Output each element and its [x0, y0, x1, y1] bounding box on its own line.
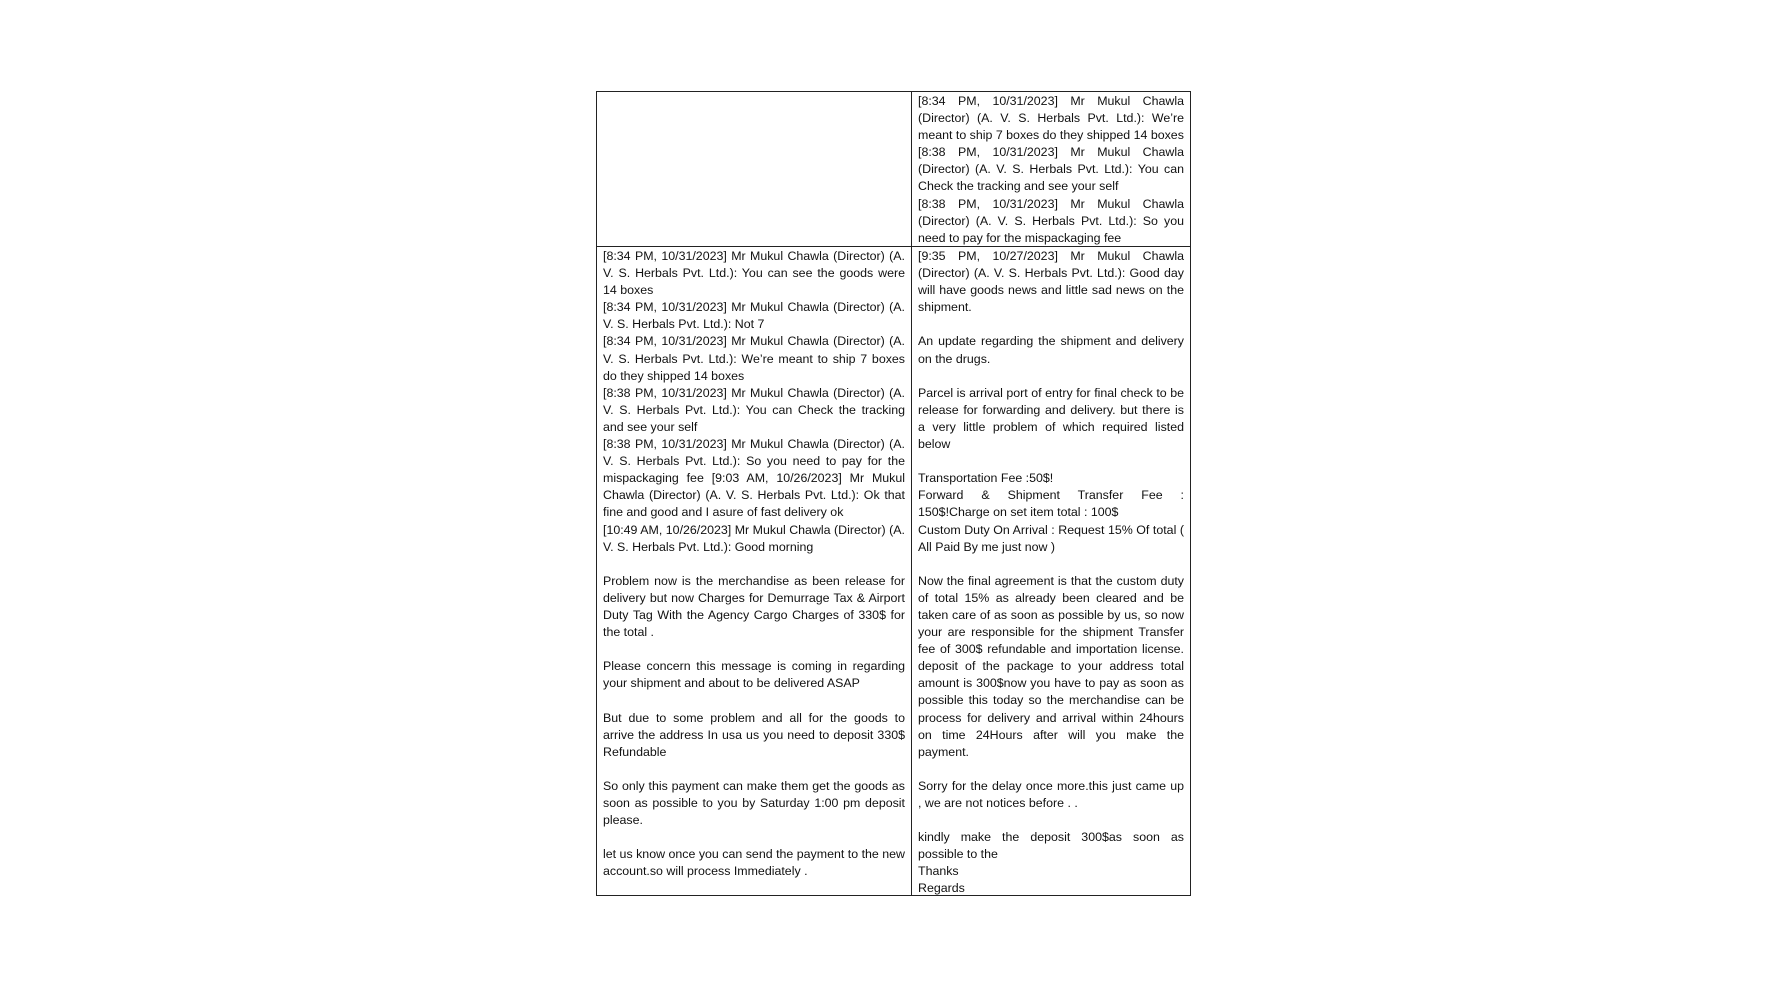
paragraph-gap — [603, 641, 905, 658]
paragraph-gap — [918, 761, 1184, 778]
message-text: But due to some problem and all for the goods to arrive the address In usa us you need to deposit 330$ Refundable — [603, 710, 905, 759]
message-text: [8:34 PM, 10/31/2023] Mr Mukul Chawla (Director) (A. V. S. Herbals Pvt. Ltd.): We’re meant to ship 7 boxes do they shipped 14 boxes — [603, 334, 905, 383]
message-text: [8:38 PM, 10/31/2023] Mr Mukul Chawla (Director) (A. V. S. Herbals Pvt. Ltd.): You can Check the tracking and see your self — [603, 385, 905, 434]
chat-transcript-table — [596, 91, 1191, 896]
message-text: [9:35 PM, 10/27/2023] Mr Mukul Chawla (Director) (A. V. S. Herbals Pvt. Ltd.): Good day will have goods news and little sad news on the shipment. — [918, 249, 1184, 315]
message-text: Transportation Fee :50$! — [918, 471, 1054, 486]
message-text: [8:34 PM, 10/31/2023] Mr Mukul Chawla (Director) (A. V. S. Herbals Pvt. Ltd.): Not 7 — [603, 300, 905, 332]
paragraph-gap — [603, 829, 905, 846]
message-text: Regards — [918, 881, 965, 895]
message-text: An update regarding the shipment and delivery on the drugs. — [918, 334, 1184, 366]
paragraph-gap — [918, 368, 1184, 385]
table-row-bottom — [597, 247, 1190, 895]
message-text: [8:34 PM, 10/31/2023] Mr Mukul Chawla (Director) (A. V. S. Herbals Pvt. Ltd.): We’re meant to ship 7 boxes do they shipped 14 boxes — [918, 94, 1184, 143]
table-row-top — [597, 92, 1190, 247]
message-text: Sorry for the delay once more.this just came up , we are not notices before . . — [918, 778, 1184, 810]
table-cell-bottom-left — [597, 247, 912, 895]
message-text: Parcel is arrival port of entry for final check to be release for forwarding and delivery. but there is a very little problem of which required listed below — [918, 385, 1184, 452]
paragraph-gap — [603, 692, 905, 709]
message-text: Problem now is the merchandise as been release for delivery but now Charges for Demurrage Tax & Airport Duty Tag With the Agency Cargo Charges of 330$ for the total . — [603, 573, 905, 640]
message-text: Please concern this message is coming in regarding your shipment and about to be delivered ASAP — [603, 659, 905, 691]
message-text: [8:38 PM, 10/31/2023] Mr Mukul Chawla (Director) (A. V. S. Herbals Pvt. Ltd.): You can Check the tracking and see your self — [918, 145, 1184, 194]
message-text: So only this payment can make them get the goods as soon as possible to you by Saturday 1:00 pm deposit please. — [603, 778, 905, 828]
message-text: [8:34 PM, 10/31/2023] Mr Mukul Chawla (Director) (A. V. S. Herbals Pvt. Ltd.): You can see the goods were 14 boxes — [603, 249, 905, 298]
message-text: Forward & Shipment Transfer Fee : 150$!Charge on set item total : 100$ — [918, 488, 1184, 520]
message-text: [8:38 PM, 10/31/2023] Mr Mukul Chawla (Director) (A. V. S. Herbals Pvt. Ltd.): So you need to pay for the mispackaging fee — [918, 196, 1184, 245]
message-list-bottom-right — [918, 248, 1184, 895]
paragraph-gap — [918, 812, 1184, 829]
message-text: Thanks — [918, 864, 959, 879]
message-text: [8:38 PM, 10/31/2023] Mr Mukul Chawla (Director) (A. V. S. Herbals Pvt. Ltd.): So you need to pay for the mispackaging fee [9:03 AM, 10/26/2023] Mr Mukul Chawla (Director) (A. V. S. Herbals Pvt. Ltd.): Ok that fine and good and I asure of fast delivery ok — [603, 437, 905, 520]
message-text: Custom Duty On Arrival : Request 15% Of total ( All Paid By me just now ) — [918, 522, 1184, 554]
message-text: kindly make the deposit 300$as soon as possible to the — [918, 830, 1184, 862]
table-cell-bottom-right — [912, 247, 1190, 895]
paragraph-gap — [603, 761, 905, 778]
paragraph-gap — [918, 556, 1184, 573]
message-text: Now the final agreement is that the custom duty of total 15% as already been cleared and be taken care of as soon as possible by us, so now your are responsible for the shipment Transfer fee of 300$ refundable and importation license. deposit of the package to your address total amount is 300$now you have to pay as soon as possible this today so the merchandise can be process for delivery and arrival within 24hours on time 24Hours after will you make the payment. — [918, 573, 1184, 759]
message-text: [10:49 AM, 10/26/2023] Mr Mukul Chawla (Director) (A. V. S. Herbals Pvt. Ltd.): Good morning — [603, 522, 905, 554]
table-cell-top-right — [912, 92, 1190, 246]
paragraph-gap — [918, 316, 1184, 333]
paragraph-gap — [603, 556, 905, 573]
paragraph-gap — [918, 453, 1184, 470]
message-text: let us know once you can send the payment to the new account.so will process Immediately . — [603, 847, 905, 879]
message-list-top-right — [918, 93, 1184, 246]
table-cell-top-left — [597, 92, 912, 246]
message-list-bottom-left — [603, 248, 905, 880]
